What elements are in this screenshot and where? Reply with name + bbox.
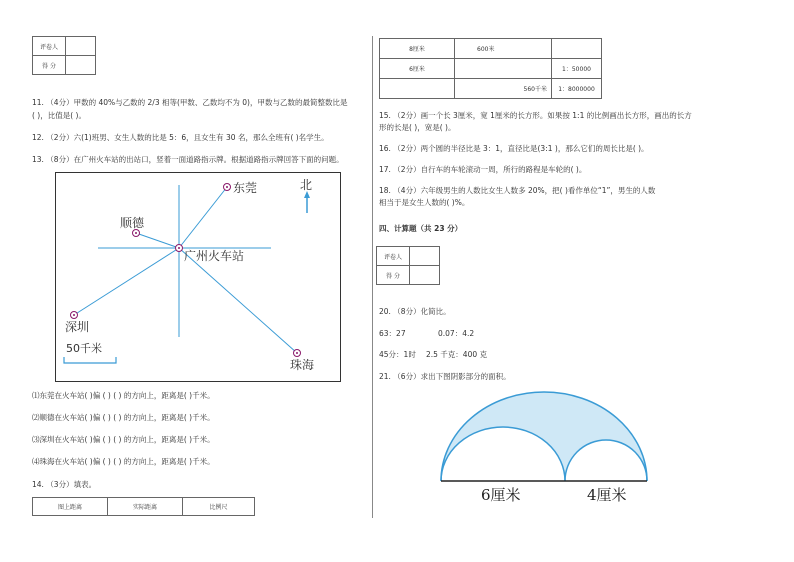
- table-cell: 1：50000: [552, 59, 602, 79]
- label-shunde: 顺德: [120, 216, 145, 230]
- scale-table-header: [32, 497, 255, 516]
- sub-question-1: ⑴东莞在火车站( )偏 ( ) ( ) 的方向上，距离是( )千米。: [32, 391, 215, 400]
- column-divider: [372, 36, 373, 518]
- score-cell: [66, 56, 96, 75]
- ratio-b: 0.07：4.2: [438, 329, 475, 338]
- question-20: 20. （8分）化简比。: [379, 307, 451, 316]
- score-cell: [410, 266, 440, 285]
- header-scale: 比例尺: [183, 498, 255, 516]
- score-label: 得 分: [33, 56, 66, 75]
- score-box-right: [376, 246, 440, 285]
- question-18-cont: 相当于是女生人数的( )%。: [379, 198, 470, 207]
- question-18: 18. （4分）六年级男生的人数比女生人数多 20%，把( )看作单位“1”，男生的人数: [379, 186, 656, 195]
- scale-bar: [64, 357, 116, 363]
- label-shenzhen: 深圳: [65, 320, 90, 334]
- score-box-left: [32, 36, 96, 75]
- sub-question-4: ⑷珠海在火车站( )偏 ( ) ( ) 的方向上，距离是( )千米。: [32, 457, 215, 466]
- ratio-d: 2.5 千克：400 克: [426, 350, 488, 359]
- route-dongguan: [179, 187, 227, 248]
- question-17: 17. （2分）自行车的车轮滚动一周，所行的路程是车轮的( )。: [379, 165, 587, 174]
- label-4cm: 4厘米: [587, 486, 627, 504]
- ratio-c: 45分：1时: [379, 350, 416, 359]
- table-cell: 560千米: [455, 79, 552, 99]
- sub-question-2: ⑵顺德在火车站( )偏 ( ) ( ) 的方向上，距离是( )千米。: [32, 413, 215, 422]
- question-13: 13. （8分）在广州火车站的出站口，竖着一面道路指示牌。根据道路指示牌回答下面的问题。: [32, 155, 344, 164]
- table-cell: [552, 39, 602, 59]
- header-actual-distance: 实际距离: [108, 498, 183, 516]
- table-cell: [455, 59, 552, 79]
- label-scale: 50千米: [66, 342, 102, 355]
- shaded-area-figure: [436, 386, 652, 486]
- reviewer-cell: [66, 37, 96, 56]
- question-21: 21. （6分）求出下图阴影部分的面积。: [379, 372, 511, 381]
- question-14: 14. （3分）填表。: [32, 480, 97, 489]
- road-sign-map: [55, 172, 341, 382]
- sub-question-3: ⑶深圳在火车站( )偏 ( ) ( ) 的方向上，距离是( )千米。: [32, 435, 215, 444]
- route-shenzhen: [74, 248, 179, 315]
- section-4-title: 四、计算题（共 23 分）: [379, 224, 463, 233]
- route-shunde: [136, 233, 179, 248]
- table-cell: 600米: [455, 39, 552, 59]
- question-12: 12. （2分）六(1)班男、女生人数的比是 5：6，且女生有 30 名，那么全班有( )名学生。: [32, 133, 329, 142]
- table-cell: 1：8000000: [552, 79, 602, 99]
- question-11-cont: ( )，比值是( )。: [32, 111, 86, 120]
- ratio-a: 63：27: [379, 329, 406, 338]
- score-label: 得 分: [377, 266, 410, 285]
- scale-table-body: [379, 38, 602, 99]
- reviewer-cell: [410, 247, 440, 266]
- question-16: 16. （2分）两个圆的半径比是 3：1，直径比是(3:1 )，那么它们的周长比是( )。: [379, 144, 649, 153]
- label-station: 广州火车站: [184, 249, 245, 263]
- question-15-cont: 形的长是( )，宽是( )。: [379, 123, 456, 132]
- reviewer-label: 评卷人: [33, 37, 66, 56]
- label-dongguan: 东莞: [233, 181, 258, 195]
- route-zhuhai: [179, 248, 297, 353]
- label-zhuhai: 珠海: [290, 358, 315, 372]
- header-map-distance: 图上距离: [33, 498, 108, 516]
- label-north: 北: [300, 178, 313, 192]
- shaded-region: [441, 392, 647, 481]
- question-11: 11. （4分）甲数的 40%与乙数的 2/3 相等(甲数、乙数均不为 0)，甲数与乙数的最简整数比是: [32, 98, 348, 107]
- table-cell: 6厘米: [380, 59, 455, 79]
- label-6cm: 6厘米: [481, 486, 521, 504]
- question-15: 15. （2分）画一个长 3厘米，宽 1厘米的长方形。如果按 1:1 的比例画出长方形，画出的长方: [379, 111, 692, 120]
- table-cell: [380, 79, 455, 99]
- table-cell: 8厘米: [380, 39, 455, 59]
- reviewer-label: 评卷人: [377, 247, 410, 266]
